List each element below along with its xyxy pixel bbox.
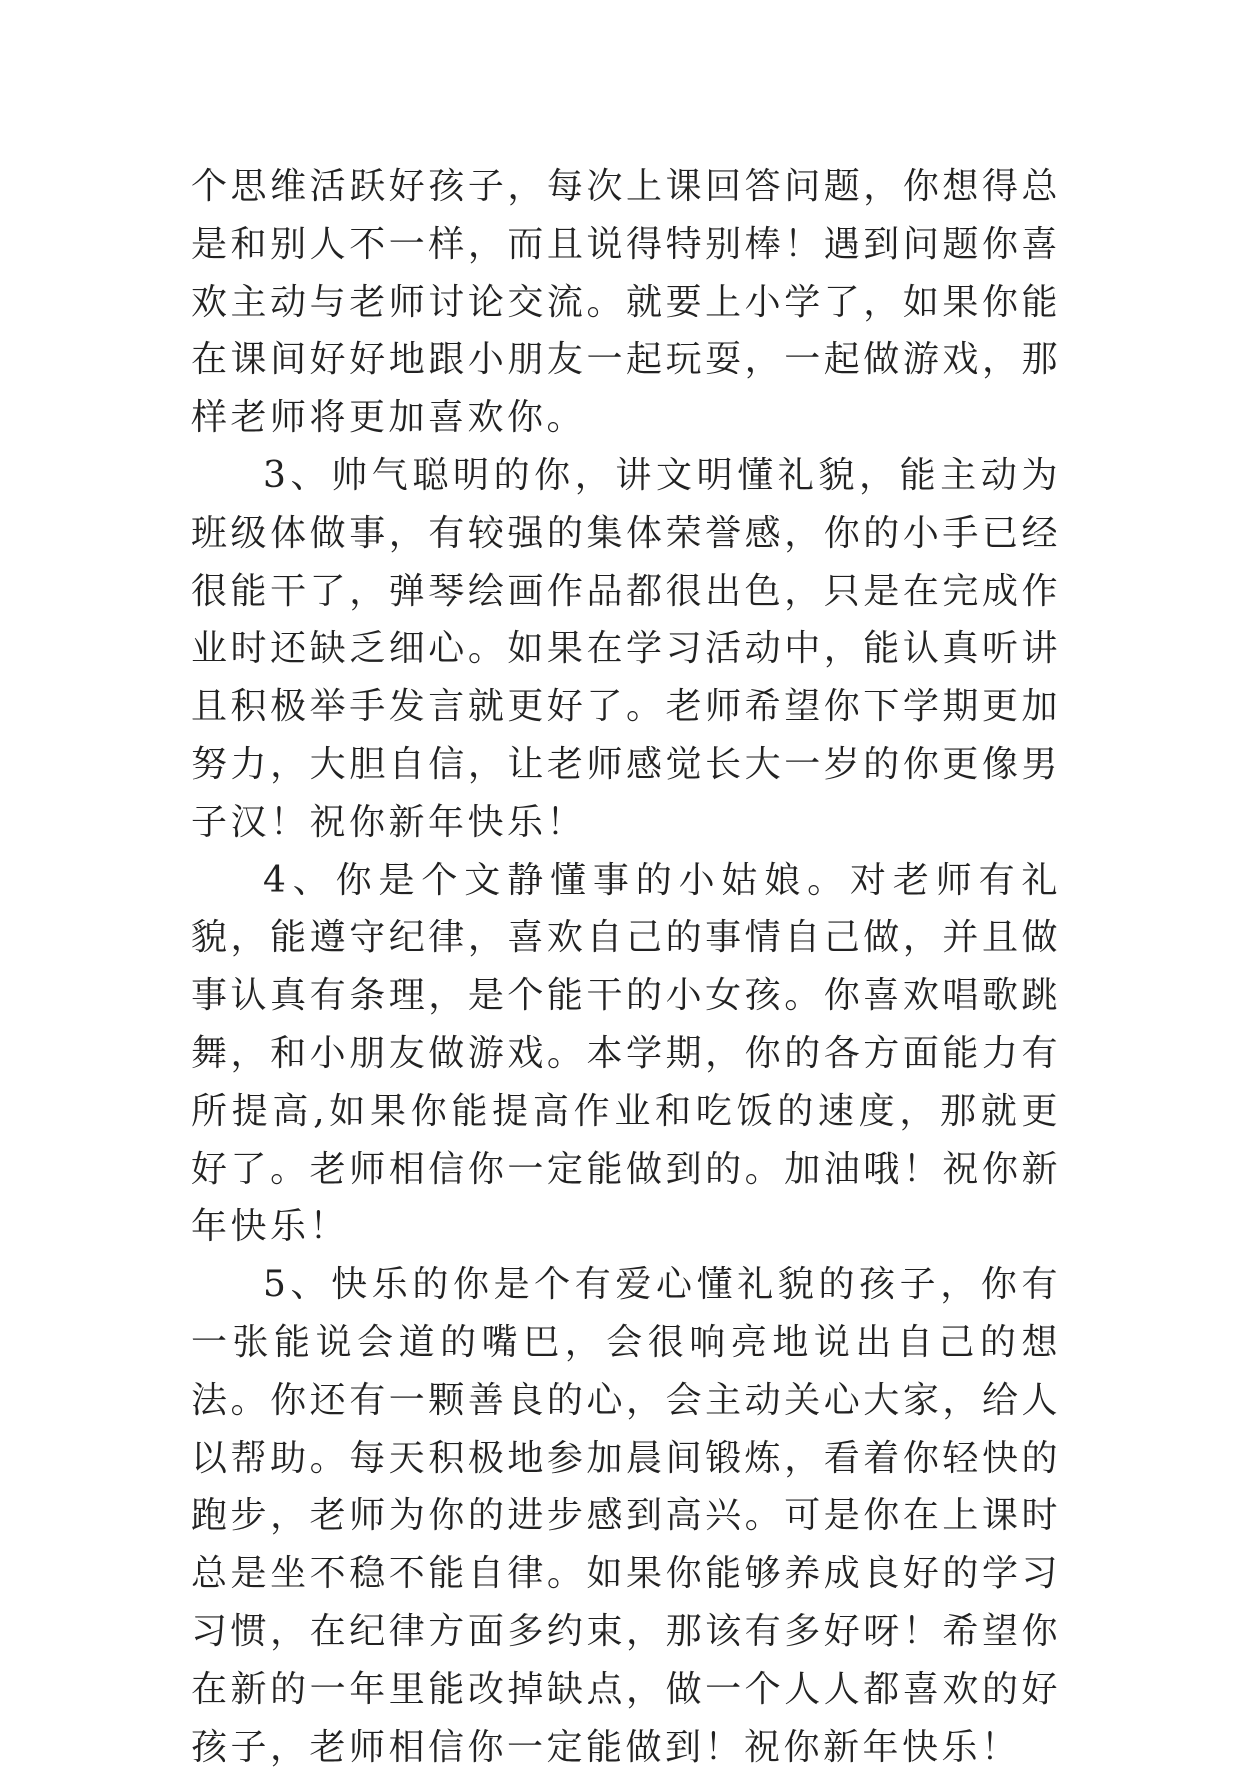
paragraph-comment-5: 5、快乐的你是个有爱心懂礼貌的孩子，你有一张能说会道的嘴巴，会很响亮地说出自己的想法。你还有一颗善良的心，会主动关心大家，给人以帮助。每天积极地参加晨间锻炼，看着你轻快的跑步，老师为你的进步感到高兴。可是你在上课时总是坐不稳不能自律。如果你能够养成良好的学习习惯，在纪律方面多约束，那该有多好呀！希望你在新的一年里能改掉缺点，做一个人人都喜欢的好孩子，老师相信你一定能做到！祝你新年快乐！: [191, 1264, 1061, 1768]
paragraph-comment-3: 3、帅气聪明的你，讲文明懂礼貌，能主动为班级体做事，有较强的集体荣誉感，你的小手已经很能干了，弹琴绘画作品都很出色，只是在完成作业时还缺乏细心。如果在学习活动中，能认真听讲且积极举手发言就更好了。老师希望你下学期更加努力，大胆自信，让老师感觉长大一岁的你更像男子汉！祝你新年快乐！: [191, 454, 1061, 843]
paragraph-continued: 个思维活跃好孩子，每次上课回答问题，你想得总是和别人不一样，而且说得特别棒！遇到问题你喜欢主动与老师讨论交流。就要上小学了，如果你能在课间好好地跟小朋友一起玩耍，一起做游戏，那样老师将更加喜欢你。: [191, 166, 1061, 439]
paragraph-comment-4: 4、你是个文静懂事的小姑娘。对老师有礼貌，能遵守纪律，喜欢自己的事情自己做，并且做事认真有条理，是个能干的小女孩。你喜欢唱歌跳舞，和小朋友做游戏。本学期，你的各方面能力有所提高,如果你能提高作业和吃饭的速度，那就更好了。老师相信你一定能做到的。加油哦！祝你新年快乐！: [191, 859, 1061, 1248]
document-body: [191, 158, 1061, 1776]
